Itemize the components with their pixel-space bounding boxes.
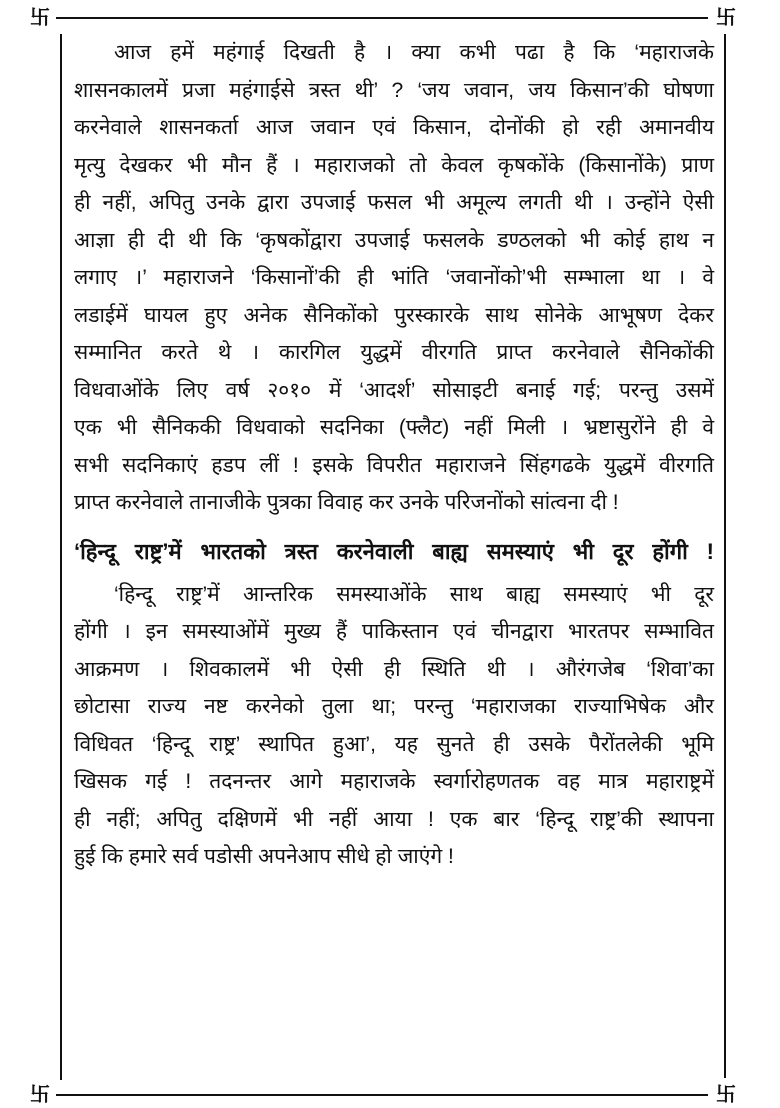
text-line: आक्रमण । शिवकालमें भी ऐसी ही स्थिति थी । औरंगजेब ‘शिवा’का — [74, 657, 714, 681]
text-line: आज्ञा ही दी थी कि ‘कृषकोंद्वारा उपजाई फसलके डण्ठलको भी कोई हाथ न — [74, 228, 714, 252]
text-line: छोटासा राज्य नष्ट करनेको तुला था; परन्तु ‘महाराजका राज्याभिषेक और — [74, 695, 714, 718]
swastika-ornament-top-right: 卐 — [716, 7, 736, 29]
text-line: विधवाओंके लिए वर्ष २०१० में ‘आदर्श’ सोसाइटी बनाई गई; परन्तु उसमें — [74, 378, 714, 402]
text-line: होंगी । इन समस्याओंमें मुख्य हैं पाकिस्तान एवं चीनद्वारा भारतपर सम्भावित — [74, 620, 714, 643]
text-line: करनेवाले शासनकर्ता आज जवान एवं किसान, दोनोंकी हो रही अमानवीय — [74, 116, 714, 139]
text-line: सभी सदनिकाएं हडप लीं ! इसके विपरीत महाराजने सिंहगढके युद्धमें वीरगति — [74, 453, 714, 477]
paragraph-2 — [74, 576, 714, 876]
swastika-ornament-bottom-left: 卐 — [30, 1084, 50, 1106]
text-line: एक भी सैनिककी विधवाको सदनिका (फ्लैट) नहीं मिली । भ्रष्टासुरोंने ही वे — [74, 416, 714, 439]
text-line: मृत्यु देखकर भी मौन हैं । महाराजको तो केवल कृषकोंके (किसानोंके) प्राण — [74, 153, 714, 177]
text-line: ही नहीं, अपितु उनके द्वारा उपजाई फसल भी अमूल्य लगती थी । उन्होंने ऐसी — [74, 191, 714, 214]
left-border — [60, 34, 62, 1080]
swastika-ornament-top-left: 卐 — [30, 7, 50, 29]
text-line: ‘हिन्दू राष्ट्र’में आन्तरिक समस्याओंके साथ बाह्य समस्याएं भी दूर — [114, 582, 714, 606]
text-line: विधिवत ‘हिन्दू राष्ट्र’ स्थापित हुआ’, यह सुनते ही उसके पैरोंतलेकी भूमि — [74, 732, 714, 756]
section-heading: ‘हिन्दू राष्ट्र’में भारतको त्रस्त करनेवाली बाह्य समस्याएं भी दूर होंगी ! — [74, 538, 714, 564]
bottom-border — [56, 1094, 708, 1096]
paragraph-1 — [74, 34, 714, 522]
top-border — [56, 17, 708, 19]
text-line: ही नहीं; अपितु दक्षिणमें भी नहीं आया ! एक बार ‘हिन्दू राष्ट्र’की स्थापना — [74, 807, 714, 831]
text-line: लडाईमें घायल हुए अनेक सैनिकोंको पुरस्कारके साथ सोनेके आभूषण देकर — [74, 303, 714, 327]
text-line: खिसक गई ! तदनन्तर आगे महाराजके स्वर्गारोहणतक वह मात्र महाराष्ट्रमें — [74, 770, 714, 793]
text-line: प्राप्त करनेवाले तानाजीके पुत्रका विवाह कर उनके परिजनोंको सांत्वना दी ! — [74, 491, 619, 514]
swastika-ornament-bottom-right: 卐 — [716, 1084, 736, 1106]
page-content — [74, 34, 714, 876]
text-line: शासनकालमें प्रजा महंगाईसे त्रस्त थी’ ? ‘जय जवान, जय किसान’की घोषणा — [74, 78, 714, 102]
text-line: हुई कि हमारे सर्व पडोसी अपनेआप सीधे हो जाएंगे ! — [74, 845, 454, 868]
right-border — [724, 34, 726, 1078]
text-line: आज हमें महंगाई दिखती है । क्या कभी पढा है कि ‘महाराजके — [114, 41, 714, 64]
text-line: सम्मानित करते थे । कारगिल युद्धमें वीरगति प्राप्त करनेवाले सैनिकोंकी — [74, 341, 714, 364]
text-line: लगाए ।’ महाराजने ‘किसानों’की ही भांति ‘जवानोंको’भी सम्भाला था । वे — [74, 266, 714, 289]
